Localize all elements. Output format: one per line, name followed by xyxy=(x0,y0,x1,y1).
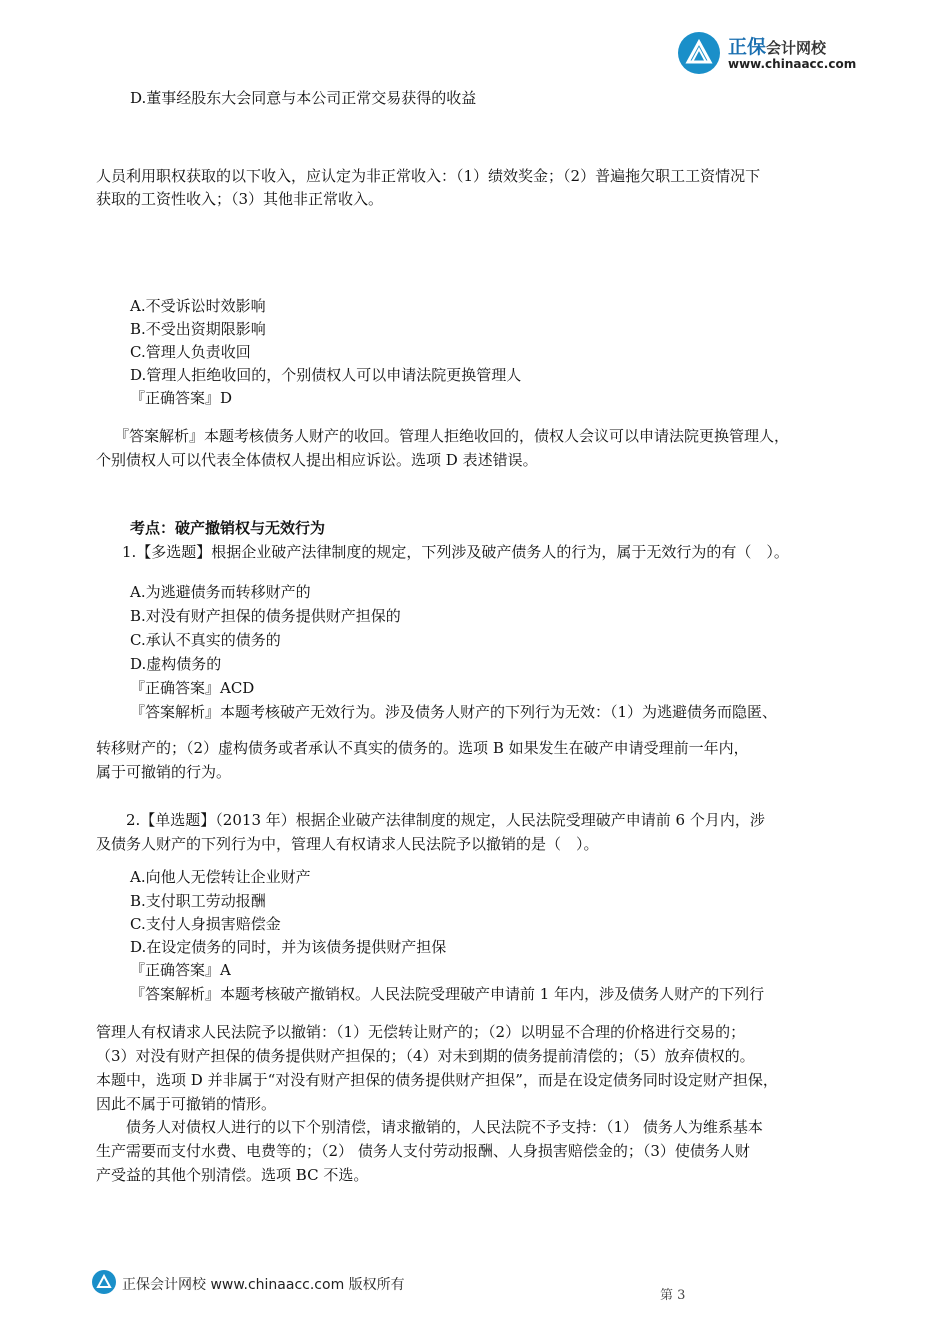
q2-analysis-line-4: 本题中，选项 D 并非属于“对没有财产担保的债务提供财产担保”，而是在设定债务同时设定财产担保， xyxy=(96,1071,778,1089)
q1-option-d: D.虚构债务的 xyxy=(130,655,222,673)
logo-brand-sub: 会计网校 xyxy=(766,39,827,57)
q2-analysis-line-1: 『答案解析』本题考核破产撤销权。人民法院受理破产申请前 1 年内，涉及债务人财产的下列行 xyxy=(130,985,765,1003)
footer-copyright: 正保会计网校 www.chinaacc.com 版权所有 xyxy=(122,1277,405,1293)
q1-option-b: B.对没有财产担保的债务提供财产担保的 xyxy=(130,607,401,625)
q2-analysis-line-8: 产受益的其他个别清偿。选项 BC 不选。 xyxy=(96,1166,369,1184)
recover-analysis-line-2: 个别债权人可以代表全体债权人提出相应诉讼。选项 D 表述错误。 xyxy=(96,451,538,469)
q2-option-b: B.支付职工劳动报酬 xyxy=(130,892,266,910)
q2-analysis-line-3: （3）对没有财产担保的债务提供财产担保的；（4）对未到期的债务提前清偿的；（5）放弃债权的。 xyxy=(96,1047,755,1065)
logo-brand-name xyxy=(728,32,826,59)
q2-stem-line-2: 及债务人财产的下列行为中，管理人有权请求人民法院予以撤销的是（ ）。 xyxy=(96,835,599,853)
logo-mark-icon xyxy=(678,32,720,74)
logo-url: www.chinaacc.com xyxy=(728,57,857,71)
q2-option-d: D.在设定债务的同时，并为该债务提供财产担保 xyxy=(130,938,447,956)
q1-option-a: A.为逃避债务而转移财产的 xyxy=(130,583,311,601)
prev-analysis-line-2: 人员利用职权获取的以下收入，应认定为非正常收入：（1）绩效奖金；（2）普遍拖欠职工工资情况下 xyxy=(96,167,761,185)
q1-option-c: C.承认不真实的债务的 xyxy=(130,631,281,649)
page-number-clip xyxy=(660,1284,690,1303)
prev-analysis-line-3: 获取的工资性收入；（3）其他非正常收入。 xyxy=(96,190,384,208)
q2-analysis-line-7: 生产需要而支付水费、电费等的；（2） 债务人支付劳动报酬、人身损害赔偿金的；（3）使债务人财 xyxy=(96,1142,750,1160)
recover-option-a: A.不受诉讼时效影响 xyxy=(130,297,266,315)
q2-analysis-line-2: 管理人有权请求人民法院予以撤销：（1）无偿转让财产的；（2）以明显不合理的价格进行交易的； xyxy=(96,1023,746,1041)
q1-answer: 『正确答案』ACD xyxy=(130,679,255,697)
brand-logo xyxy=(678,30,878,76)
section-title: 考点：破产撤销权与无效行为 xyxy=(130,519,326,537)
q2-option-c: C.支付人身损害赔偿金 xyxy=(130,915,281,933)
recover-answer: 『正确答案』D xyxy=(130,389,233,407)
recover-analysis-line-1: 『答案解析』本题考核债务人财产的收回。管理人拒绝收回的，债权人会议可以申请法院更换管理人， xyxy=(114,427,790,445)
logo-brand-main: 正保 xyxy=(728,36,767,58)
q1-analysis-line-1: 『答案解析』本题考核破产无效行为。涉及债务人财产的下列行为无效：（1）为逃避债务而隐匿、 xyxy=(130,703,778,721)
q2-analysis-line-5: 因此不属于可撤销的情形。 xyxy=(96,1095,277,1113)
q1-stem: 1.【多选题】根据企业破产法律制度的规定，下列涉及破产债务人的行为，属于无效行为的有（ ）。 xyxy=(122,543,789,561)
q2-stem-line-1: 2.【单选题】（2013 年）根据企业破产法律制度的规定，人民法院受理破产申请前 6 个月内，涉 xyxy=(126,811,765,829)
q2-option-a: A.向他人无偿转让企业财产 xyxy=(130,868,311,886)
q2-answer: 『正确答案』A xyxy=(130,961,231,979)
recover-option-b: B.不受出资期限影响 xyxy=(130,320,266,338)
page-footer xyxy=(92,1268,652,1298)
footer-logo-icon xyxy=(92,1270,116,1294)
q1-analysis-line-2: 转移财产的；（2）虚构债务或者承认不真实的债务的。选项 B 如果发生在破产申请受理前一年内， xyxy=(96,739,749,757)
prev-option-d: D.董事经股东大会同意与本公司正常交易获得的收益 xyxy=(130,89,477,107)
q1-analysis-line-3: 属于可撤销的行为。 xyxy=(96,763,232,781)
q2-analysis-line-6: 债务人对债权人进行的以下个别清偿，请求撤销的，人民法院不予支持：（1） 债务人为维系基本 xyxy=(126,1118,763,1136)
q2-stem-line-2-clip xyxy=(96,834,696,853)
recover-option-c: C.管理人负责收回 xyxy=(130,343,251,361)
recover-option-d: D.管理人拒绝收回的，个别债权人可以申请法院更换管理人 xyxy=(130,366,522,384)
page-number: 第 3 xyxy=(660,1288,686,1303)
